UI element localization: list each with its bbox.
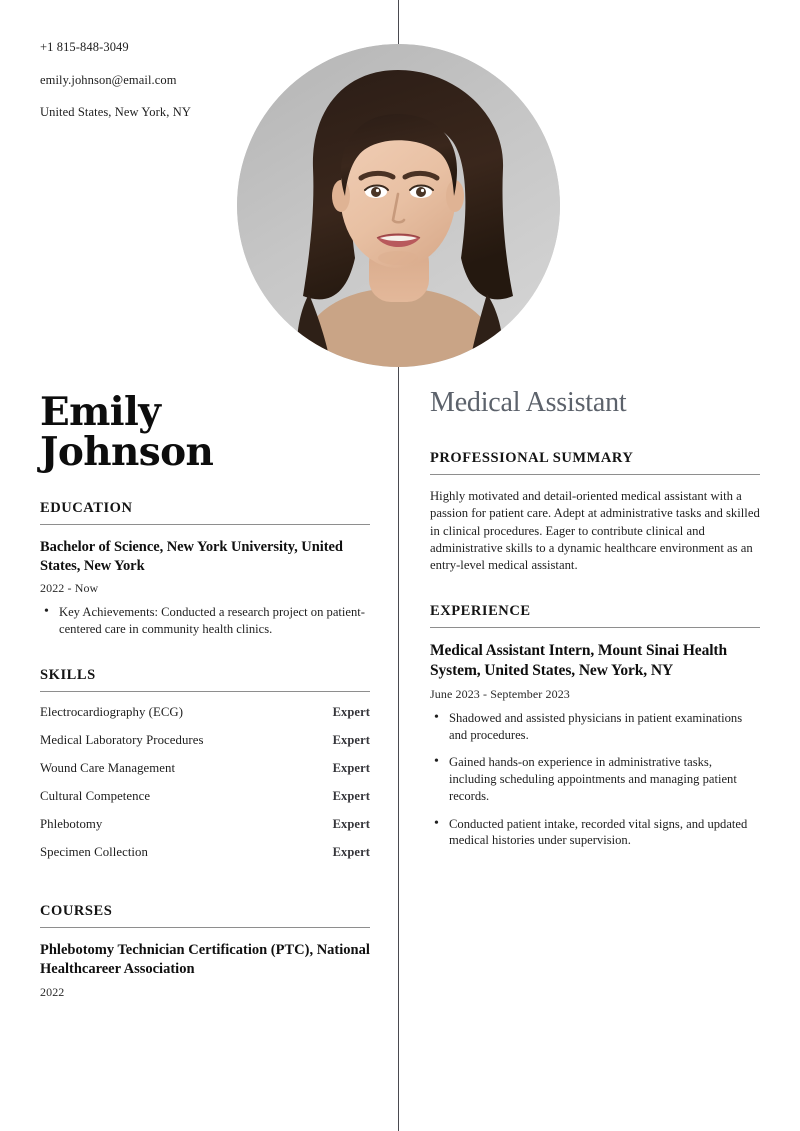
contact-phone: +1 815-848-3049	[40, 40, 129, 54]
education-bullet: • Key Achievements: Conducted a research project on patient-centered care in community health clinics.	[40, 604, 370, 637]
education-bullet-list	[40, 604, 370, 637]
profile-photo	[237, 44, 560, 367]
first-name: Emily	[40, 389, 161, 435]
summary-rule	[430, 474, 760, 475]
courses-entry	[40, 941, 370, 1000]
education-entry-date: 2022 - Now	[40, 581, 99, 596]
skill-level: Expert	[332, 760, 370, 775]
summary-text: Highly motivated and detail-oriented medical assistant with a passion for patient care. Adept at administrative tasks and skilled in clinical procedures. Eager to contribute clinical and administrative skills to a dynamic healthcare environment as an entry-level medical assistant.	[430, 488, 760, 573]
education-rule	[40, 524, 370, 525]
skill-row	[40, 761, 370, 789]
skills-rule	[40, 691, 370, 692]
experience-bullet-list	[430, 710, 760, 849]
skill-level: Expert	[332, 732, 370, 747]
job-title: Medical Assistant	[430, 387, 627, 418]
experience-bullet: • Conducted patient intake, recorded vital signs, and updated medical histories under supervision.	[430, 816, 760, 849]
profile-photo-image	[237, 44, 560, 367]
contact-email: emily.johnson@email.com	[40, 72, 177, 87]
experience-section	[430, 603, 760, 849]
skill-name: Medical Laboratory Procedures	[40, 732, 204, 747]
skill-level: Expert	[332, 844, 370, 859]
skill-name: Electrocardiography (ECG)	[40, 704, 184, 719]
skill-row	[40, 705, 370, 733]
contact-location: United States, New York, NY	[40, 105, 191, 120]
experience-heading: EXPERIENCE	[430, 602, 531, 619]
education-heading: EDUCATION	[40, 500, 133, 516]
skill-name: Cultural Competence	[40, 788, 151, 803]
experience-rule	[430, 627, 760, 628]
experience-entry-date: June 2023 - September 2023	[430, 686, 570, 701]
skill-level: Expert	[332, 788, 370, 803]
experience-bullet: • Gained hands-on experience in administrative tasks, including scheduling appointments and managing patient records.	[430, 754, 760, 804]
courses-entry-title: Phlebotomy Technician Certification (PTC), National Healthcareer Association	[40, 941, 370, 978]
education-entry-title: Bachelor of Science, New York University, United States, New York	[40, 539, 343, 575]
skills-heading: SKILLS	[40, 666, 96, 683]
education-section	[40, 500, 370, 638]
right-column	[430, 388, 760, 860]
courses-heading: COURSES	[40, 902, 113, 919]
skill-row	[40, 789, 370, 817]
experience-bullet: • Shadowed and assisted physicians in patient examinations and procedures.	[430, 710, 760, 743]
skill-level: Expert	[332, 816, 370, 831]
courses-section	[40, 903, 370, 1000]
courses-rule	[40, 927, 370, 928]
experience-entry	[430, 641, 760, 849]
skill-row	[40, 817, 370, 845]
skill-name: Phlebotomy	[40, 816, 103, 831]
skill-level: Expert	[332, 704, 370, 719]
courses-entry-date: 2022	[40, 984, 65, 999]
education-entry	[40, 538, 370, 638]
experience-entry-title: Medical Assistant Intern, Mount Sinai Health System, United States, New York, NY	[430, 641, 728, 680]
skill-row	[40, 845, 370, 873]
left-column-sections	[40, 500, 370, 1000]
candidate-name	[40, 389, 380, 475]
summary-section	[430, 450, 760, 575]
last-name: Johnson	[40, 428, 214, 475]
skills-section	[40, 667, 370, 873]
skill-name: Specimen Collection	[40, 844, 148, 859]
skill-row	[40, 733, 370, 761]
skill-name: Wound Care Management	[40, 760, 176, 775]
summary-heading: PROFESSIONAL SUMMARY	[430, 449, 634, 466]
